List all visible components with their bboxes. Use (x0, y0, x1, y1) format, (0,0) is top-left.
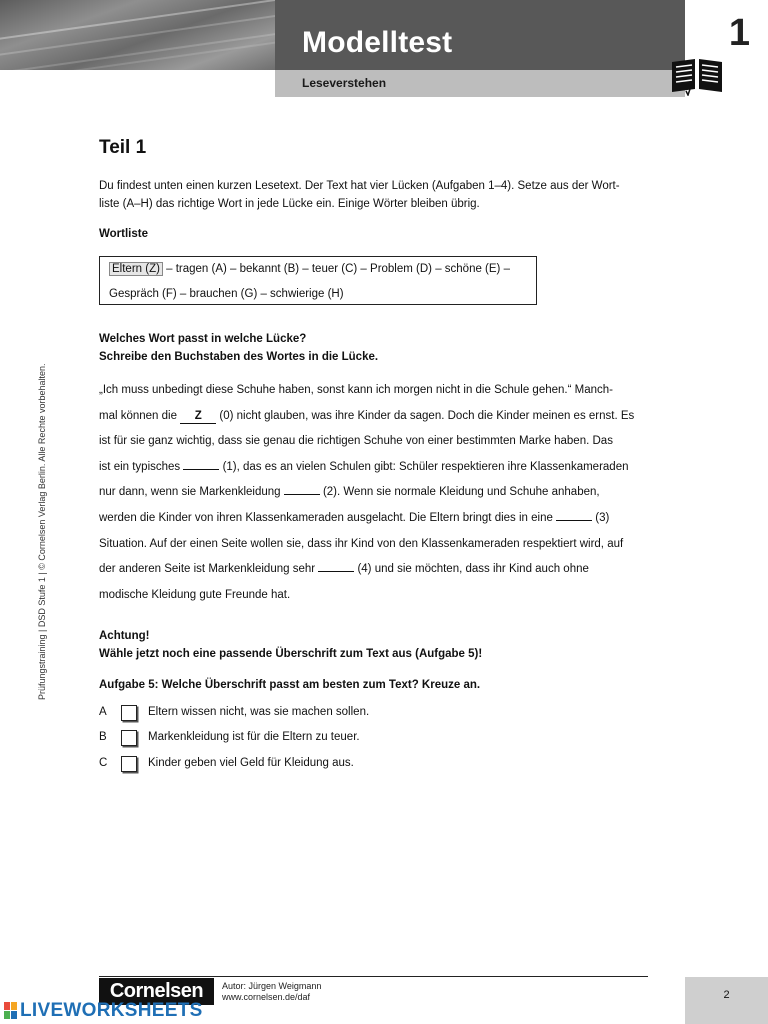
option-letter: B (99, 731, 107, 743)
chapter-number: 1 (728, 12, 750, 54)
section-title: Teil 1 (99, 137, 147, 158)
attention-note (99, 627, 659, 663)
cornelsen-logo: Cornelsen (99, 978, 214, 1005)
text-line: „Ich muss unbedingt diese Schuhe haben, sonst kann ich morgen nicht in die Schule gehen.“ Manch- (99, 384, 613, 396)
gap-4-input[interactable] (318, 558, 354, 572)
option-c-checkbox[interactable] (121, 756, 137, 772)
wortliste-line: Gespräch (F) – brauchen (G) – schwierige (H) (109, 288, 344, 300)
option-text: Markenkleidung ist für die Eltern zu teuer. (148, 731, 360, 743)
author-credit: Autor: Jürgen Weigmann (222, 981, 322, 991)
option-b-checkbox[interactable] (121, 730, 137, 746)
text-line: modische Kleidung gute Freunde hat. (99, 588, 291, 601)
attention-title: Achtung! (99, 630, 150, 642)
option-a (99, 705, 519, 723)
text-line: mal können die Z (0) nicht glauben, was ihre Kinder da sagen. Doch die Kinder meinen es ernst. Es (99, 409, 635, 422)
example-word: Eltern (Z) (109, 262, 163, 276)
page-title: Modelltest (302, 26, 453, 59)
wortliste-line (109, 263, 510, 275)
text-line: werden die Kinder von ihren Klassenkameraden ausgelacht. Die Eltern bringt dies in eine (3) (99, 506, 659, 532)
text-line: ist für sie ganz wichtig, dass sie genau die richtigen Schuhe von einer bestimmten Marke haben. Das (99, 435, 613, 448)
wortliste-box (99, 256, 537, 305)
option-text: Kinder geben viel Geld für Kleidung aus. (148, 757, 354, 769)
text-line: nur dann, wenn sie Markenkleidung (2). Wenn sie normale Kleidung und Schuhe anhaben, (99, 480, 659, 506)
gap-3-input[interactable] (556, 507, 592, 521)
page-number: 2 (723, 989, 730, 1001)
reading-text (99, 378, 659, 608)
option-c (99, 756, 519, 774)
website-link[interactable]: www.cornelsen.de/daf (222, 992, 311, 1002)
text-line: Situation. Auf der einen Seite wollen sie, dass ihr Kind von den Klassenkameraden respektiert wird, auf (99, 537, 624, 550)
page-subtitle: Leseverstehen (302, 76, 387, 90)
wortliste-words: – tragen (A) – bekannt (B) – teuer (C) – Problem (D) – schöne (E) – (162, 263, 510, 275)
text-line: der anderen Seite ist Markenkleidung sehr (4) und sie möchten, dass ihr Kind auch ohne (99, 557, 659, 583)
task-instructions (99, 330, 659, 366)
option-letter: C (99, 757, 108, 769)
text-line: ist ein typisches (1), das es an vielen Schulen gibt: Schüler respektieren ihre Klassenkameraden (99, 455, 659, 481)
header-banner-image (0, 0, 275, 70)
attention-text: Wähle jetzt noch eine passende Überschrift zum Text aus (Aufgabe 5)! (99, 648, 483, 660)
section-intro (99, 177, 649, 213)
option-letter: A (99, 706, 107, 718)
option-b (99, 730, 519, 748)
intro-line: Du findest unten einen kurzen Lesetext. Der Text hat vier Lücken (Aufgaben 1–4). Setze aus der Wort- (99, 180, 620, 192)
wortliste-label: Wortliste (99, 228, 148, 240)
liveworksheets-logo-icon (4, 1002, 18, 1020)
gap-1-input[interactable] (183, 456, 219, 470)
option-a-checkbox[interactable] (121, 705, 137, 721)
gap-0-example: Z (180, 410, 216, 424)
copyright-side-text: Prüfungstraining | DSD Stufe 1 | © Cornelsen Verlag Berlin. Alle Rechte vorbehalten. (37, 363, 47, 700)
instruction-line: Welches Wort passt in welche Lücke? (99, 333, 307, 345)
option-text: Eltern wissen nicht, was sie machen sollen. (148, 706, 370, 718)
watermark-text: LIVEWORKSHEETS (20, 1000, 203, 1021)
gap-2-input[interactable] (284, 481, 320, 495)
instruction-line: Schreibe den Buchstaben des Wortes in die Lücke. (99, 351, 379, 363)
open-book-icon (668, 56, 726, 96)
intro-line: liste (A–H) das richtige Wort in jede Lücke ein. Einige Wörter bleiben übrig. (99, 198, 480, 210)
task-5-question: Aufgabe 5: Welche Überschrift passt am besten zum Text? Kreuze an. (99, 679, 481, 691)
footer-divider (99, 976, 648, 977)
footer-credits (222, 981, 321, 1003)
